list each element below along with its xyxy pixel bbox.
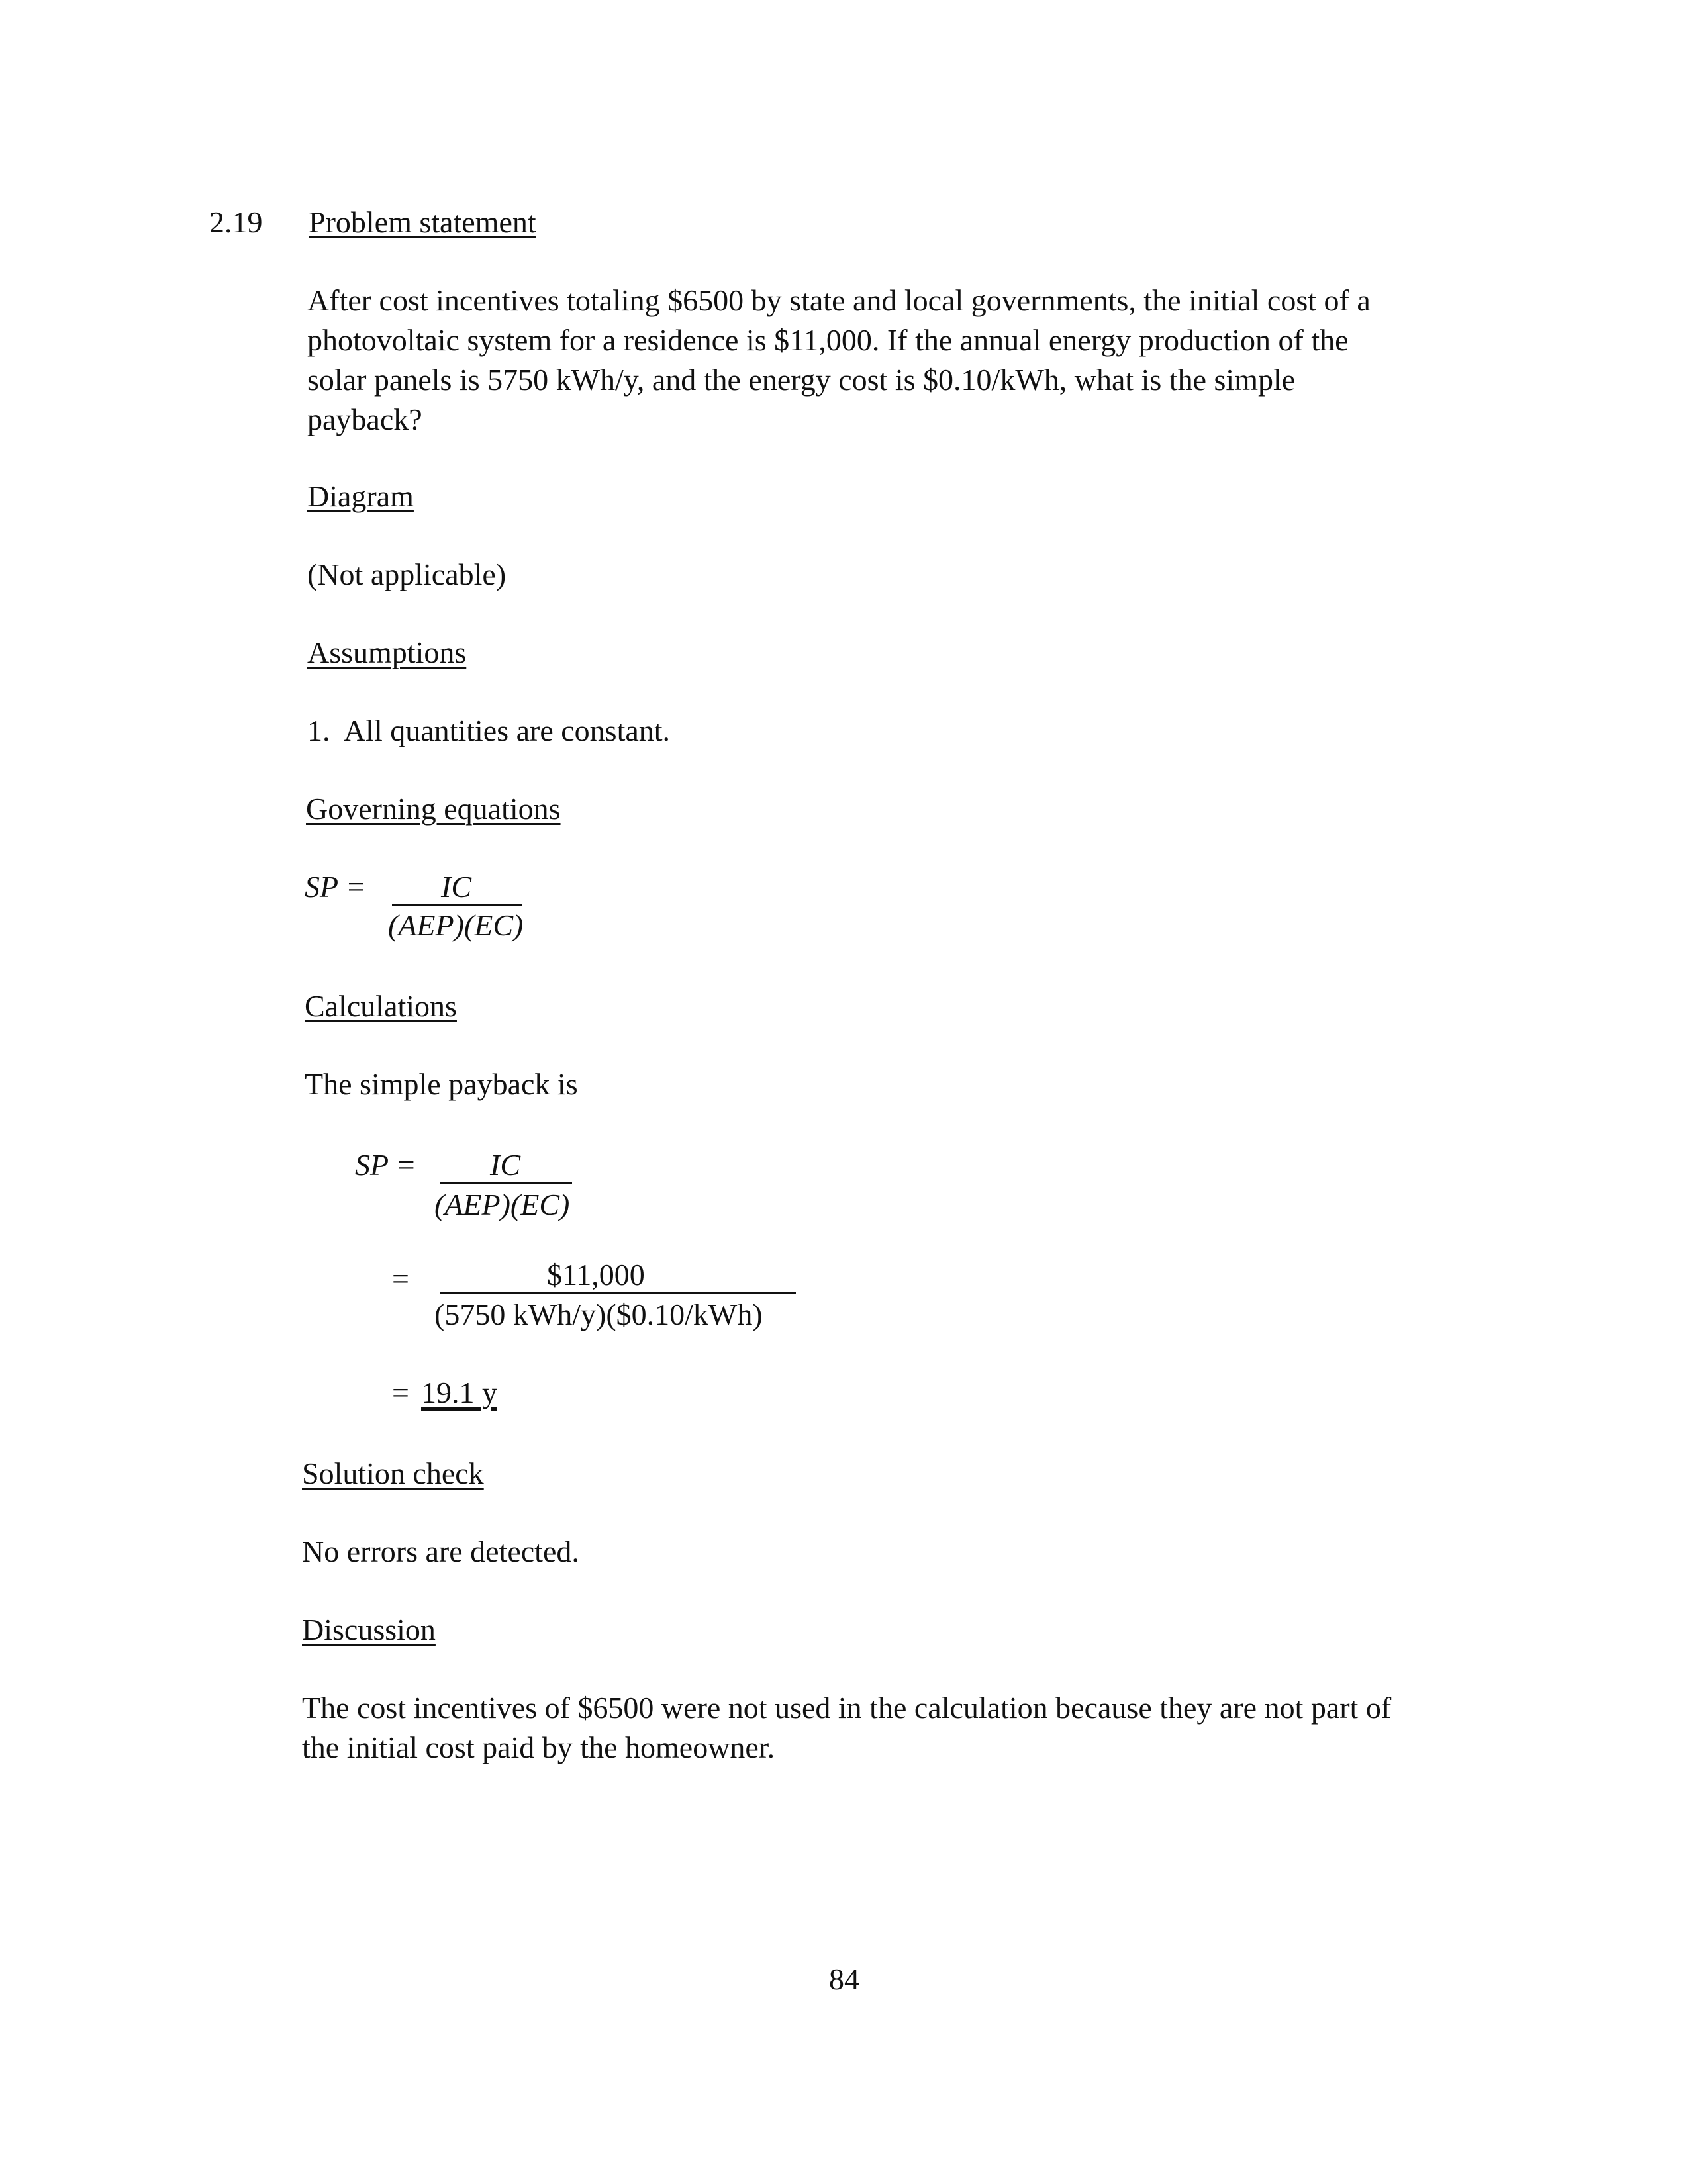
governing-equation-lhs: SP =	[305, 870, 366, 904]
assumption-item-1: 1. All quantities are constant.	[307, 714, 671, 747]
calculations-heading: Calculations	[305, 989, 457, 1023]
calculations-intro: The simple payback is	[305, 1067, 578, 1101]
diagram-heading: Diagram	[307, 479, 414, 513]
governing-equations-heading: Governing equations	[306, 792, 561, 826]
problem-line-1: After cost incentives totaling $6500 by state and local governments, the initial cost of a	[307, 283, 1371, 317]
discussion-heading: Discussion	[302, 1613, 436, 1646]
discussion-line-1: The cost incentives of $6500 were not used in the calculation because they are not part of	[302, 1691, 1392, 1725]
calc-eq2-fraction-bar	[440, 1292, 796, 1294]
solution-check-heading: Solution check	[302, 1456, 484, 1490]
problem-statement-heading: Problem statement	[309, 205, 536, 239]
problem-line-4: payback?	[307, 403, 422, 436]
solution-check-text: No errors are detected.	[302, 1535, 579, 1568]
calc-eq2-denominator: (5750 kWh/y)($0.10/kWh)	[434, 1298, 763, 1331]
calc-fraction-bar	[440, 1182, 572, 1184]
governing-equation-numerator: IC	[441, 870, 471, 904]
page-number: 84	[829, 1962, 859, 1996]
calc-eq2-numerator: $11,000	[547, 1258, 645, 1292]
diagram-text: (Not applicable)	[307, 557, 507, 591]
problem-number: 2.19	[209, 205, 263, 239]
calc-result-sign: =	[392, 1376, 409, 1409]
calc-eq2-sign: =	[392, 1262, 409, 1296]
problem-line-3: solar panels is 5750 kWh/y, and the energy cost is $0.10/kWh, what is the simple	[307, 363, 1296, 397]
assumptions-heading: Assumptions	[307, 636, 467, 669]
calc-result: 19.1 y	[421, 1376, 497, 1409]
calc-equation-denominator: (AEP)(EC)	[434, 1188, 570, 1221]
calc-equation-numerator: IC	[490, 1148, 520, 1182]
problem-line-2: photovoltaic system for a residence is $11,000. If the annual energy production of the	[307, 323, 1349, 357]
calc-equation-lhs: SP =	[355, 1148, 416, 1182]
discussion-line-2: the initial cost paid by the homeowner.	[302, 1731, 775, 1764]
governing-equation-denominator: (AEP)(EC)	[388, 908, 524, 942]
